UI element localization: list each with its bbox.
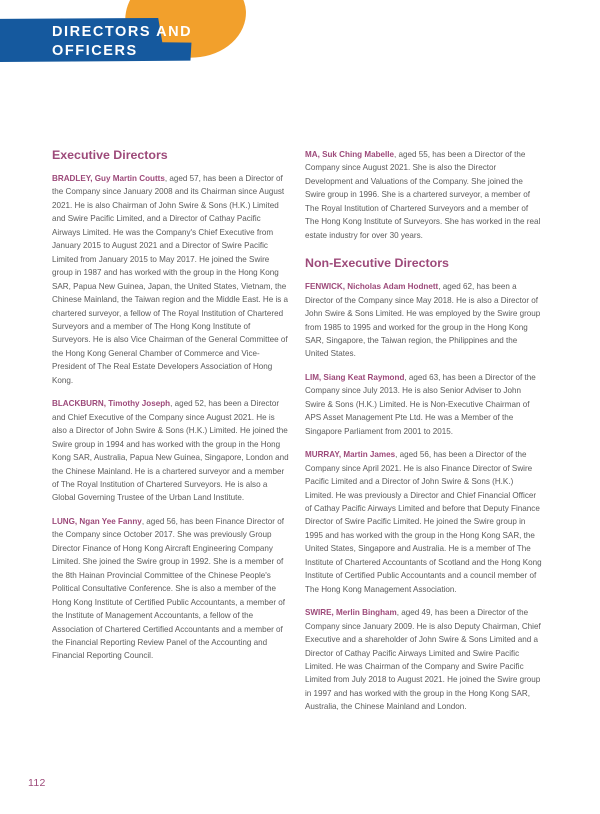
person-name: BRADLEY, Guy Martin Coutts (52, 174, 165, 183)
bio-entry (52, 172, 289, 387)
bio-entry (52, 397, 289, 505)
bio-entry (305, 606, 542, 714)
bio-entry (305, 448, 542, 596)
person-bio: , aged 57, has been a Director of the Company since January 2008 and its Chairman since August 2021. He is also Chairman of John Swire & Sons (H.K.) Limited and Swire Pacific Limited, and a Director of Cathay Pacific Airways Limited. He was the Company's Chief Executive from January 2015 to August 2021 and a Director of Swire Pacific Limited from January 2015 to May 2017. He joined the Swire group in 1987 and has worked with the group in the Hong Kong SAR, Papua New Guinea, Japan, the United States, Vietnam, the Chinese Mainland, the Taiwan region and the Middle East. He is a chartered surveyor, a fellow of The Royal Institution of Chartered Surveyors and a member of The Hong Kong Institute of Surveyors. He is also Vice Chairman of the General Committee of the Hong Kong General Chamber of Commerce and Vice-President of The Real Estate Developers Association of Hong Kong. (52, 174, 289, 385)
person-bio: , aged 56, has been Finance Director of the Company since October 2017. She was previously Group Director Finance of Hong Kong Aircraft Engineering Company Limited. She joined the Swire group in 1992. She is a member of the 8th Hainan Provincial Committee of the Chinese People's Political Consultative Conference. She is also a member of the Hong Kong Institute of Certified Public Accountants, a member of the Institute of Management Accountants, a fellow of the Association of Chartered Certified Accountants and a member of the Financial Reporting Review Panel of the Accounting and Financial Reporting Council. (52, 516, 286, 661)
heading-executive-directors: Executive Directors (52, 148, 168, 162)
person-name: FENWICK, Nicholas Adam Hodnett (305, 282, 439, 292)
left-column (52, 148, 289, 663)
person-bio: , aged 49, has been a Director of the Company since January 2009. He is also Deputy Chairman, Chief Executive and a shareholder of John Swire & Sons Limited and a Director of Cathay Pacific Airways Limited and Swire Pacific Limited. He was Chairman of the Company and Swire Pacific Limited from July 2018 to August 2021. He joined the Swire group in 1997 and has worked with the group in the Hong Kong SAR, Australia, the Chinese Mainland and London. (305, 608, 541, 712)
bio-entry (305, 148, 542, 242)
person-bio: , aged 62, has been a Director of the Company since May 2018. He is also a Director of John Swire & Sons Limited. He was employed by the Swire group from 1985 to 1995 and worked for the group in the Hong Kong SAR, Singapore, the Taiwan region, the Philippines and the United States. (305, 282, 541, 359)
person-bio: , aged 63, has been a Director of the Company since July 2013. He is also Senior Adviser to John Swire & Sons (H.K.) Limited. He is Non-Executive Chairman of APS Asset Management Pte Ltd. He was a Member of the Singapore Parliament from 2001 to 2015. (305, 372, 536, 436)
page-number: 112 (28, 777, 46, 789)
person-name: MURRAY, Martin James (305, 450, 396, 460)
person-name: SWIRE, Merlin Bingham (305, 608, 397, 618)
heading-non-executive-directors: Non-Executive Directors (305, 256, 449, 271)
person-name: LUNG, Ngan Yee Fanny (52, 516, 142, 526)
person-name: BLACKBURN, Timothy Joseph (52, 399, 171, 409)
bio-entry (52, 515, 289, 663)
page-header (0, 0, 600, 105)
right-column (305, 148, 542, 714)
bio-entry (305, 371, 542, 438)
person-bio: , aged 52, has been a Director and Chief Executive of the Company since August 2021. He is also a Director of John Swire & Sons (H.K.) Limited. He joined the Swire group in 1994 and has worked with the group in the Hong Kong SAR, Australia, Papua New Guinea, Singapore, London and the Chinese Mainland. He is a chartered surveyor and a member of The Royal Institution of Chartered Surveyors. He is also a Global Governing Trustee of the Urban Land Institute. (52, 399, 289, 503)
bio-entry (305, 280, 542, 361)
page-title: DIRECTORS AND OFFICERS (52, 24, 193, 59)
person-bio: , aged 55, has been a Director of the Company since August 2021. She is also the Director Development and Valuations of the Company. She joined the Swire group in 1996. She is a chartered surveyor, a member of The Royal Institution of Chartered Surveyors and a member of The Hong Kong Institute of Surveyors. She has worked in the real estate industry for over 30 years. (305, 150, 541, 240)
person-name: LIM, Siang Keat Raymond (305, 372, 405, 382)
person-bio: , aged 56, has been a Director of the Company since April 2021. He is also Finance Director of Swire Pacific Limited and a Director of John Swire & Sons (H.K.) Limited. He was previously a Director and Chief Financial Officer of Cathay Pacific Airways Limited and before that Deputy Finance Director of Swire Pacific Limited. He joined the Swire group in 1995 and has worked with the group in the Hong Kong SAR, the United States, Singapore and Australia. He is a member of The Institute of Chartered Accountants of Scotland and the Hong Kong Institute of Certified Public Accountants and a council member of The Hong Kong Management Association. (305, 450, 542, 594)
person-name: MA, Suk Ching Mabelle (305, 150, 395, 159)
